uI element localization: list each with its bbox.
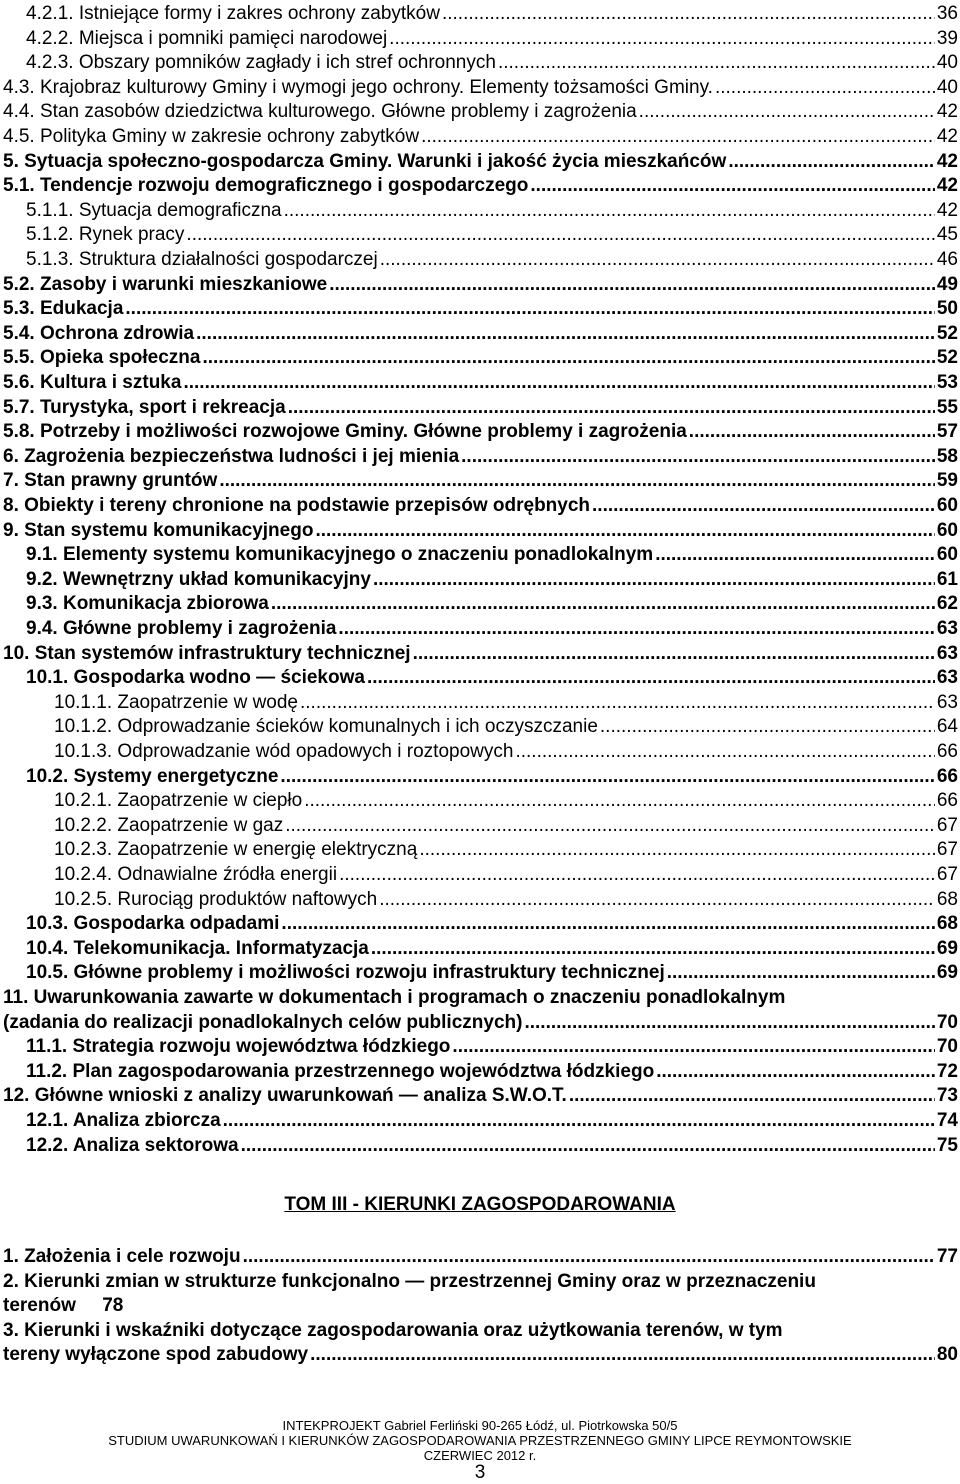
toc-entry-page: 42 (936, 101, 958, 123)
toc-entry-title: 3. Kierunki i wskaźniki dotyczące zagospodarowania oraz użytkowania terenów, w tym (3, 1319, 783, 1341)
toc-entry-title: 8. Obiekty i tereny chronione na podstawie przepisów odrębnych (3, 495, 591, 516)
toc-entry-page: 61 (936, 568, 958, 590)
toc-dot-leader (183, 371, 934, 396)
footer-date: CZERWIEC 2012 r. (423, 1448, 537, 1463)
toc-entry-page: 42 (936, 150, 958, 172)
toc-entry[interactable] (0, 125, 958, 150)
toc-entry-title: 4.4. Stan zasobów dziedzictwa kulturowego. Główne problemy i zagrożenia (3, 101, 637, 123)
toc-entry[interactable] (0, 617, 958, 642)
toc-entry-page: 73 (936, 1085, 958, 1107)
toc-entry-page: 77 (936, 1246, 958, 1267)
toc-dot-leader (689, 420, 935, 445)
toc-entry[interactable] (0, 51, 958, 76)
footer-company: INTEKPROJEKT Gabriel Ferliński 90-265 Łódź, ul. Piotrkowska 50/5 (282, 1418, 678, 1433)
toc-entry-title: 5.7. Turystyka, sport i rekreacja (3, 396, 286, 418)
toc-entry[interactable] (0, 445, 958, 470)
toc-entry[interactable] (0, 494, 958, 519)
toc-entry-page: 70 (936, 1011, 958, 1033)
toc-entry-page: 66 (936, 790, 958, 812)
toc-dot-leader (285, 814, 935, 839)
toc-dot-leader (338, 617, 934, 642)
toc-entry[interactable] (0, 469, 958, 494)
toc-entry-title: 4.2.3. Obszary pomników zagłady i ich stref ochronnych (26, 52, 496, 74)
toc-entry-title: 11.1. Strategia rozwoju województwa łódzkiego (26, 1036, 451, 1058)
toc-entry-page: 75 (936, 1134, 958, 1156)
toc-dot-leader (243, 1245, 935, 1270)
toc-dot-leader (304, 789, 935, 814)
toc-entry-page: 39 (936, 27, 958, 49)
toc-dot-leader (530, 174, 934, 199)
toc-entry[interactable] (0, 2, 958, 27)
toc-dot-leader (241, 1134, 935, 1159)
toc-entry[interactable] (0, 199, 958, 224)
toc-dot-leader (300, 691, 935, 716)
toc-dot-leader (219, 469, 935, 494)
toc-entry-title: 10.2.4. Odnawialne źródła energii (54, 864, 338, 885)
toc-entry[interactable] (0, 912, 958, 937)
toc-entry-title: 9.3. Komunikacja zbiorowa (26, 593, 269, 615)
toc-entry[interactable] (0, 789, 958, 814)
toc-entry-title: 7. Stan prawny gruntów (3, 470, 218, 492)
toc-entry-page: 36 (936, 3, 958, 24)
toc-entry-title: 10.1.3. Odprowadzanie wód opadowych i roztopowych (54, 741, 514, 762)
toc-entry-title: 4.5. Polityka Gminy w zakresie ochrony zabytków (3, 126, 420, 147)
toc-entry-title: tereny wyłączone spod zabudowy (3, 1344, 309, 1366)
toc-entry-page: 62 (936, 593, 958, 615)
toc-dot-leader (461, 445, 935, 470)
toc-entry[interactable] (0, 1294, 958, 1319)
footer-title: STUDIUM UWARUNKOWAŃ I KIERUNKÓW ZAGOSPODAROWANIA PRZESTRZENNEGO GMINY LIPCE REYMONTOWSKIE (108, 1433, 852, 1448)
toc-entry[interactable] (0, 1270, 958, 1295)
toc-entry-page: 40 (936, 76, 958, 98)
toc-entry-page: 49 (936, 273, 958, 295)
toc-entry-title: (zadania do realizacji ponadlokalnych celów publicznych) (3, 1011, 523, 1033)
toc-entry-page: 55 (936, 396, 958, 418)
toc-entry-title: 10.2.3. Zaopatrzenie w energię elektryczną (54, 839, 418, 861)
toc-entry[interactable] (0, 223, 958, 248)
toc-entry-title: 2. Kierunki zmian w strukturze funkcjonalno — przestrzennej Gminy oraz w przeznaczeniu (3, 1270, 816, 1292)
toc-entry-page: 69 (936, 962, 958, 984)
toc-entry-page: 42 (936, 199, 958, 221)
toc-entry-page: 63 (936, 642, 958, 664)
toc-dot-leader (452, 1035, 934, 1060)
toc-entry-title: 5.3. Edukacja (3, 298, 124, 320)
toc-entry-title: 4.2.1. Istniejące formy i zakres ochrony zabytków (26, 3, 440, 24)
toc-dot-leader (639, 100, 935, 125)
toc-entry[interactable] (0, 100, 958, 125)
toc-entry-title: 5.1. Tendencje rozwoju demograficznego i gospodarczego (3, 175, 529, 197)
toc-entry-page: 68 (936, 888, 958, 910)
toc-dot-leader (329, 273, 935, 298)
toc-dot-leader (202, 346, 934, 371)
toc-entry-title: 12.2. Analiza sektorowa (26, 1134, 239, 1156)
toc-dot-leader (524, 1011, 934, 1036)
toc-entry[interactable] (0, 888, 958, 913)
toc-entry-title: 12.1. Analiza zbiorcza (26, 1110, 221, 1131)
toc-dot-leader (223, 1109, 935, 1134)
toc-dot-leader (271, 592, 935, 617)
toc-entry[interactable] (0, 1011, 958, 1036)
toc-entry[interactable] (0, 248, 958, 273)
toc-dot-leader (373, 568, 935, 593)
toc-entry-page: 80 (936, 1344, 958, 1366)
toc-entry[interactable] (0, 273, 958, 298)
toc-entry-title: 10.2. Systemy energetyczne (26, 765, 279, 787)
toc-entry-page: 59 (936, 470, 958, 492)
toc-entry-page: 45 (936, 224, 958, 246)
toc-entry-page: 53 (936, 372, 958, 393)
toc-entry-title: 10.2.2. Zaopatrzenie w gaz (54, 814, 284, 836)
toc-entry[interactable] (0, 715, 958, 740)
toc-entry-page: 60 (936, 519, 958, 541)
toc-dot-leader (655, 543, 935, 568)
toc-entry-title: 5.4. Ochrona zdrowia (3, 322, 195, 344)
toc-entry-title: 9. Stan systemu komunikacyjnego (3, 519, 314, 541)
toc-dot-leader (339, 863, 935, 888)
toc-entry[interactable] (0, 765, 958, 790)
toc-entry-title: 10.5. Główne problemy i możliwości rozwoju infrastruktury technicznej (26, 962, 665, 984)
toc-dot-leader (600, 715, 935, 740)
toc-dot-leader (315, 519, 934, 544)
toc-entry-page: 64 (936, 716, 958, 738)
toc-dot-leader (667, 961, 935, 986)
toc-entry[interactable] (0, 27, 958, 52)
toc-entry[interactable] (0, 519, 958, 544)
toc-dot-leader (442, 2, 935, 27)
toc-entry[interactable] (0, 838, 958, 863)
toc-entry-title: 10.2.5. Rurociąg produktów naftowych (54, 888, 378, 910)
toc-entry[interactable] (0, 740, 958, 765)
toc-entry-title: 5.1.1. Sytuacja demograficzna (26, 199, 282, 221)
toc-entry-title: 12. Główne wnioski z analizy uwarunkowań — analiza S.W.O.T. (3, 1085, 567, 1107)
toc-dot-leader (592, 494, 935, 519)
toc-entry-page: 52 (936, 347, 958, 369)
toc-entry[interactable] (0, 1343, 958, 1368)
toc-entry-page: 67 (936, 864, 958, 885)
toc-entry-title: 11. Uwarunkowania zawarte w dokumentach i programach o znaczeniu ponadlokalnym (3, 987, 786, 1008)
toc-entry[interactable] (0, 937, 958, 962)
toc-entry-title: 10. Stan systemów infrastruktury technicznej (3, 642, 411, 664)
toc-entry-title: 5.6. Kultura i sztuka (3, 372, 182, 393)
toc-entry[interactable] (0, 592, 958, 617)
section-heading (0, 1194, 960, 1216)
toc-entry[interactable] (0, 420, 958, 445)
toc-entry[interactable] (0, 961, 958, 986)
toc-entry-title: 10.1.2. Odprowadzanie ścieków komunalnych i ich oczyszczanie (54, 716, 598, 738)
toc-entry-page: 72 (936, 1060, 958, 1082)
toc-entry-page: 74 (936, 1110, 958, 1131)
toc-entry-page: 68 (936, 913, 958, 935)
toc-dot-leader (186, 223, 934, 248)
toc-entry-title: 4.3. Krajobraz kulturowy Gminy i wymogi jego ochrony. Elementy tożsamości Gminy. (3, 76, 713, 98)
toc-entry-page: 50 (936, 298, 958, 320)
toc-entry[interactable] (0, 371, 958, 396)
toc-entry-title: 1. Założenia i cele rozwoju (3, 1246, 241, 1267)
toc-dot-leader (419, 838, 935, 863)
toc-entry[interactable] (0, 642, 958, 667)
toc-entry-title: 5.8. Potrzeby i możliwości rozwojowe Gminy. Główne problemy i zagrożenia (3, 421, 687, 443)
toc-entry-page: 69 (936, 937, 958, 959)
toc-entry[interactable] (0, 1319, 958, 1344)
toc-entry-page: 60 (936, 495, 958, 516)
toc-entry[interactable] (0, 1084, 958, 1109)
toc-entry-title: 5.2. Zasoby i warunki mieszkaniowe (3, 273, 328, 295)
toc-dot-leader (280, 765, 934, 790)
toc-entry[interactable] (0, 863, 958, 888)
toc-entry-page: 67 (936, 814, 958, 836)
toc-dot-leader (421, 125, 935, 150)
toc-entry[interactable] (0, 1035, 958, 1060)
toc-entry[interactable] (0, 1134, 958, 1159)
toc-entry-title: terenów 78 (3, 1295, 124, 1317)
toc-entry-page: 66 (936, 741, 958, 762)
toc-entry-page: 67 (936, 839, 958, 861)
toc-dot-leader (281, 912, 934, 937)
toc-entry-title: 10.1. Gospodarka wodno — ściekowa (26, 667, 365, 689)
toc-entry-title: 9.1. Elementy systemu komunikacyjnego o znaczeniu ponadlokalnym (26, 544, 654, 566)
toc-entry[interactable] (0, 1245, 958, 1270)
toc-entry[interactable] (0, 986, 958, 1011)
toc-dot-leader (125, 297, 934, 322)
toc-entry[interactable] (0, 322, 958, 347)
toc-entry-page: 46 (936, 249, 958, 270)
toc-entry[interactable] (0, 1109, 958, 1134)
toc-entry-page: 63 (936, 618, 958, 639)
toc-entry-title: 10.2.1. Zaopatrzenie w ciepło (54, 790, 303, 812)
toc-entry-title: 10.3. Gospodarka odpadami (26, 913, 280, 935)
toc-dot-leader (656, 1060, 935, 1085)
toc-entry[interactable] (0, 666, 958, 691)
toc-entry-title: 5.1.2. Rynek pracy (26, 224, 185, 246)
toc-entry-title: 9.4. Główne problemy i zagrożenia (26, 618, 337, 639)
toc-entry[interactable] (0, 691, 958, 716)
toc-entry[interactable] (0, 543, 958, 568)
toc-entry-title: 10.1.1. Zaopatrzenie w wodę (54, 691, 298, 713)
toc-entry[interactable] (0, 297, 958, 322)
toc-entry-page: 66 (936, 765, 958, 787)
toc-entry-page: 60 (936, 544, 958, 566)
toc-entry-page: 57 (936, 421, 958, 443)
toc-entry-title: 9.2. Wewnętrzny układ komunikacyjny (26, 568, 371, 590)
toc-dot-leader (288, 396, 935, 421)
toc-entry[interactable] (0, 76, 958, 101)
toc-dot-leader (371, 937, 935, 962)
toc-entry-title: 5. Sytuacja społeczno-gospodarcza Gminy. Warunki i jakość życia mieszkańców (3, 150, 727, 172)
toc-entry-page: 42 (936, 126, 958, 147)
toc-entry-title: 4.2.2. Miejsca i pomniki pamięci narodowej (26, 27, 388, 49)
toc-entry-title: 10.4. Telekomunikacja. Informatyzacja (26, 937, 369, 959)
toc-entry-title: 5.1.3. Struktura działalności gospodarczej (26, 249, 378, 270)
toc-dot-leader (380, 248, 935, 273)
toc-dot-leader (367, 666, 935, 691)
toc-entry[interactable] (0, 814, 958, 839)
toc-entry-title: 5.5. Opieka społeczna (3, 347, 201, 369)
toc-dot-leader (379, 888, 935, 913)
toc-dot-leader (569, 1084, 935, 1109)
toc-entry-title: 11.2. Plan zagospodarowania przestrzennego województwa łódzkiego (26, 1060, 655, 1082)
toc-entry[interactable] (0, 346, 958, 371)
toc-entry-title: 6. Zagrożenia bezpieczeństwa ludności i jej mienia (3, 445, 460, 467)
toc-dot-leader (498, 51, 935, 76)
toc-entry-page: 58 (936, 445, 958, 467)
toc-entry[interactable] (0, 174, 958, 199)
toc-entry-page: 40 (936, 52, 958, 74)
toc-dot-leader (284, 199, 935, 224)
toc-dot-leader (413, 642, 935, 667)
toc-entry-page: 70 (936, 1036, 958, 1058)
toc-entry[interactable] (0, 1060, 958, 1085)
toc-entry[interactable] (0, 568, 958, 593)
toc-entry[interactable] (0, 396, 958, 421)
toc-entry-page: 42 (936, 175, 958, 197)
toc-dot-leader (310, 1343, 935, 1368)
toc-dot-leader (196, 322, 935, 347)
toc-entry-page: 63 (936, 691, 958, 713)
toc-entry-page: 52 (936, 322, 958, 344)
toc-dot-leader (515, 740, 934, 765)
section-heading-text: TOM III - KIERUNKI ZAGOSPODAROWANIA (284, 1194, 676, 1215)
toc-dot-leader (728, 150, 935, 175)
toc-dot-leader (715, 76, 935, 101)
toc-dot-leader (389, 27, 935, 52)
page-number: 3 (474, 1462, 486, 1483)
toc-entry[interactable] (0, 150, 958, 175)
toc-entry-page: 63 (936, 667, 958, 689)
